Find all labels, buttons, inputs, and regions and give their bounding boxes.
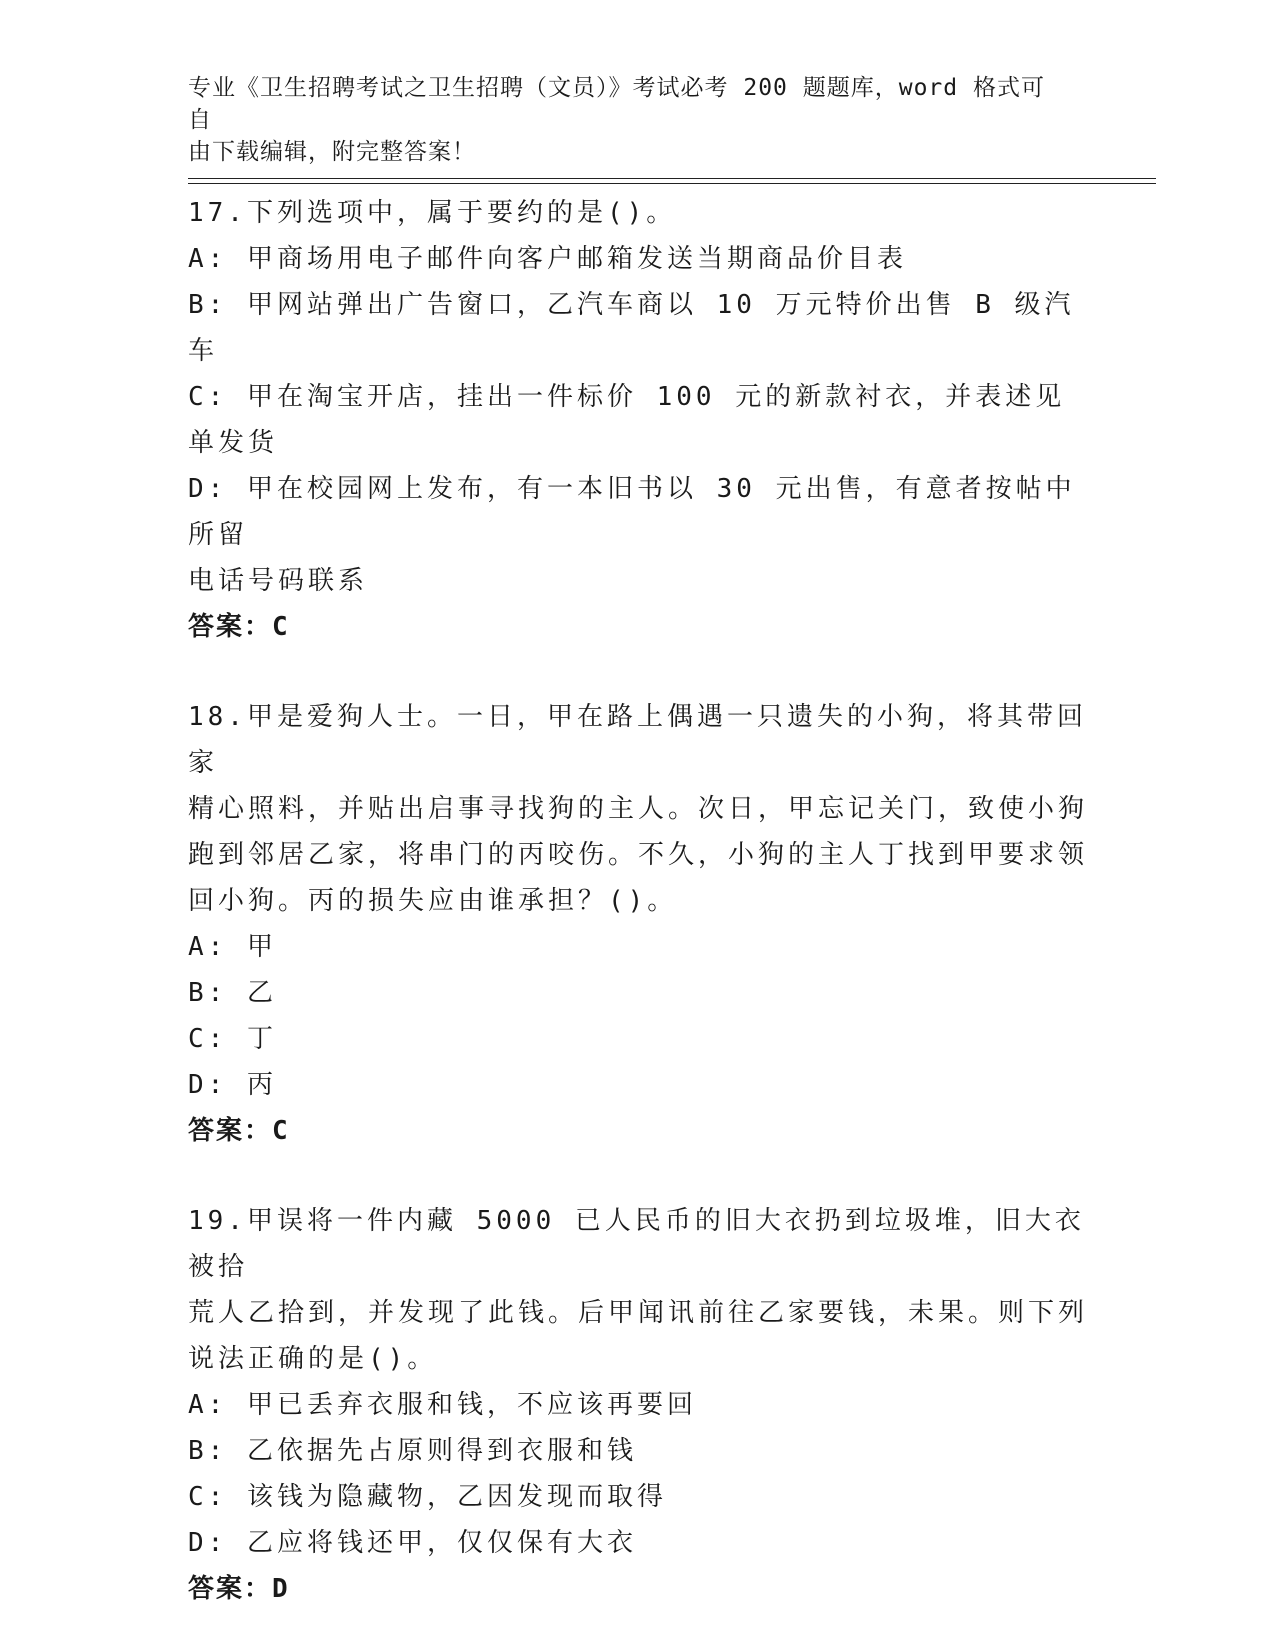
answer-label: 答案：D: [188, 1574, 290, 1604]
question-stem-line: 回小狗。丙的损失应由谁承担？()。: [188, 886, 678, 916]
header-line-1: 专业《卫生招聘考试之卫生招聘（文员）》考试必考 200 题题库，word 格式可自: [188, 75, 1045, 133]
option-b: B: 乙依据先占原则得到衣服和钱: [188, 1436, 637, 1466]
option-c: C: 甲在淘宝开店，挂出一件标价 100 元的新款衬衣，并表述见单发货: [188, 382, 1066, 458]
question-stem-line: 跑到邻居乙家，将串门的丙咬伤。不久，小狗的主人丁找到甲要求领: [188, 840, 1089, 870]
answer-label: 答案：C: [188, 612, 290, 642]
question-stem-line: 17.下列选项中，属于要约的是()。: [188, 198, 677, 228]
option-b: B: 甲网站弹出广告窗口，乙汽车商以 10 万元特价出售 B 级汽车: [188, 290, 1075, 366]
question-19: [188, 1198, 1088, 1612]
header-line-2: 由下载编辑，附完整答案！: [188, 139, 476, 165]
question-stem-line: 精心照料，并贴出启事寻找狗的主人。次日，甲忘记关门，致使小狗: [188, 794, 1089, 824]
option-b: B: 乙: [188, 978, 277, 1008]
question-18: [188, 694, 1088, 1154]
question-17: [188, 190, 1088, 650]
option-c: C: 该钱为隐藏物，乙因发现而取得: [188, 1482, 667, 1512]
header-divider-thick: [188, 178, 1156, 179]
question-stem-line: 说法正确的是()。: [188, 1344, 438, 1374]
header-divider-thin: [188, 183, 1156, 184]
question-list: [188, 190, 1088, 1612]
answer-label: 答案：C: [188, 1116, 290, 1146]
option-d: D: 乙应将钱还甲，仅仅保有大衣: [188, 1528, 637, 1558]
question-stem-line: 荒人乙拾到，并发现了此钱。后甲闻讯前往乙家要钱，未果。则下列: [188, 1298, 1089, 1328]
option-d-continued: 电话号码联系: [188, 566, 369, 596]
option-d: D: 甲在校园网上发布，有一本旧书以 30 元出售，有意者按帖中所留: [188, 474, 1076, 550]
document-header: [188, 72, 1068, 168]
option-c: C: 丁: [188, 1024, 277, 1054]
question-stem-line: 18.甲是爱狗人士。一日，甲在路上偶遇一只遗失的小狗，将其带回家: [188, 702, 1087, 778]
option-a: A: 甲: [188, 932, 277, 962]
option-a: A: 甲商场用电子邮件向客户邮箱发送当期商品价目表: [188, 244, 907, 274]
option-a: A: 甲已丢弃衣服和钱，不应该再要回: [188, 1390, 697, 1420]
question-stem-line: 19.甲误将一件内藏 5000 已人民币的旧大衣扔到垃圾堆，旧大衣被拾: [188, 1206, 1085, 1282]
option-d: D: 丙: [188, 1070, 277, 1100]
